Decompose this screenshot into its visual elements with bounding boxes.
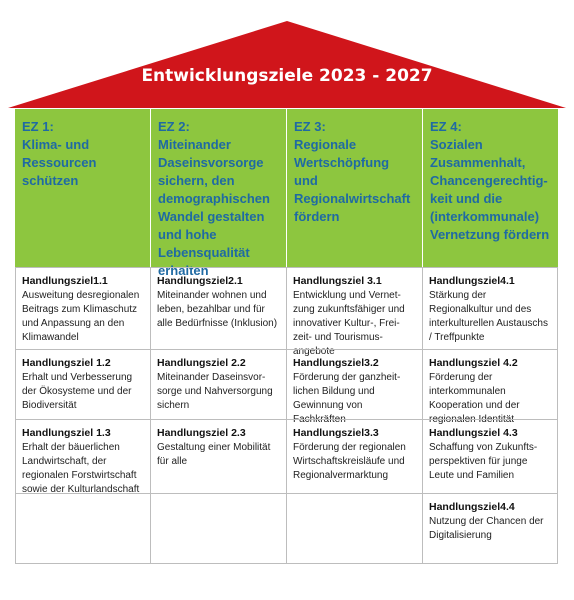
goal-heading: Handlungsziel 2.3 <box>157 427 246 439</box>
pillar-title: Sozialen Zusammenhalt, Chancengerechtig-keit und die (interkommunale) Vernetzung fördern <box>430 137 550 242</box>
goal-cell-3-1 <box>286 267 423 357</box>
goal-text: Miteinander wohnen und leben, bezahlbar und für alle Bedürfnisse (Inklusion) <box>157 290 278 329</box>
goal-text: Nutzung der Chancen der Digitalisierung <box>429 516 544 541</box>
goal-heading: Handlungsziel3.3 <box>293 427 379 439</box>
goal-text: Förderung der ganzheit-lichen Bildung und Gewinnung von Fachkräften <box>293 372 401 425</box>
pillars-row <box>15 109 558 278</box>
goal-heading: Handlungsziel 1.3 <box>22 427 111 439</box>
pillar-title: Regionale Wertschöpfung und Regionalwirtschaft fördern <box>294 137 411 224</box>
goal-cell-2-4 <box>150 493 287 564</box>
pillar-title: Miteinander Daseinsvorsorge sichern, den demographischen Wandel gestalten und hohe Lebensqualität erhalten <box>158 137 270 278</box>
goal-cell-1-2 <box>15 349 151 420</box>
goal-heading: Handlungsziel 4.2 <box>429 357 518 369</box>
pillar-code: EZ 4: <box>430 119 462 134</box>
goal-heading: Handlungsziel3.2 <box>293 357 379 369</box>
diagram-title: Entwicklungsziele 2023 - 2027 <box>141 66 433 86</box>
goal-cell-2-3 <box>150 419 287 494</box>
goal-heading: Handlungsziel2.1 <box>157 275 243 287</box>
goal-text: Erhalt und Verbesserung der Ökosysteme und der Biodiversität <box>22 372 133 411</box>
pillar-code: EZ 1: <box>22 119 54 134</box>
goal-cell-4-2 <box>422 349 558 425</box>
goal-text: Schaffung von Zukunfts-perspektiven für junge Leute und Familien <box>429 442 538 481</box>
goal-cell-1-4 <box>15 493 151 564</box>
pillar-title: Klima- und Ressourcen schützen <box>22 137 97 188</box>
goal-heading: Handlungsziel1.1 <box>22 275 108 287</box>
goal-heading: Handlungsziel4.1 <box>429 275 515 287</box>
pillar-ez1 <box>15 109 150 267</box>
goal-cell-3-3 <box>286 419 423 494</box>
goal-heading: Handlungsziel4.4 <box>429 501 515 513</box>
pillar-ez2 <box>151 109 286 278</box>
goal-cell-2-1 <box>150 267 287 350</box>
goal-text: Miteinander Daseinsvor-sorge und Nahversorgung sichern <box>157 372 273 411</box>
goal-cell-4-3 <box>422 419 558 494</box>
goal-text: Stärkung der Regionalkultur und des interkulturellen Austauschs / Treffpunkte <box>429 290 548 343</box>
goal-heading: Handlungsziel 4.3 <box>429 427 518 439</box>
goal-text: Ausweitung desregionalen Beitrags zum Klimaschutz und Anpassung an den Klimawandel <box>22 290 140 343</box>
goal-text: Entwicklung und Vernet-zung zukunftsfähiger und innovativer Kultur-, Frei-zeit- und Tourismus-angebote <box>293 290 405 357</box>
goal-heading: Handlungsziel 3.1 <box>293 275 382 287</box>
goal-cell-2-2 <box>150 349 287 420</box>
goal-heading: Handlungsziel 1.2 <box>22 357 111 369</box>
pillar-code: EZ 3: <box>294 119 326 134</box>
pillar-ez3 <box>287 109 422 267</box>
goal-cell-1-1 <box>15 267 151 350</box>
goals-grid <box>15 267 558 564</box>
goal-heading: Handlungsziel 2.2 <box>157 357 246 369</box>
goal-cell-3-2 <box>286 349 423 425</box>
goal-text: Förderung der interkommunalen Kooperation und der regionalen Identität <box>429 372 520 425</box>
goal-text: Förderung der regionalen Wirtschaftskreisläufe und Regionalvermarktung <box>293 442 406 481</box>
goal-cell-3-4 <box>286 493 423 564</box>
goal-text: Gestaltung einer Mobilität für alle <box>157 442 271 467</box>
goal-cell-4-4 <box>422 493 558 564</box>
pillar-code: EZ 2: <box>158 119 190 134</box>
goal-cell-4-1 <box>422 267 558 350</box>
roof-shape <box>0 0 574 110</box>
goal-cell-1-3 <box>15 419 151 494</box>
pillar-ez4 <box>423 109 558 267</box>
goal-text: Erhalt der bäuerlichen Landwirtschaft, der regionalen Forstwirtschaft sowie der Kulturlandschaft <box>22 442 140 495</box>
